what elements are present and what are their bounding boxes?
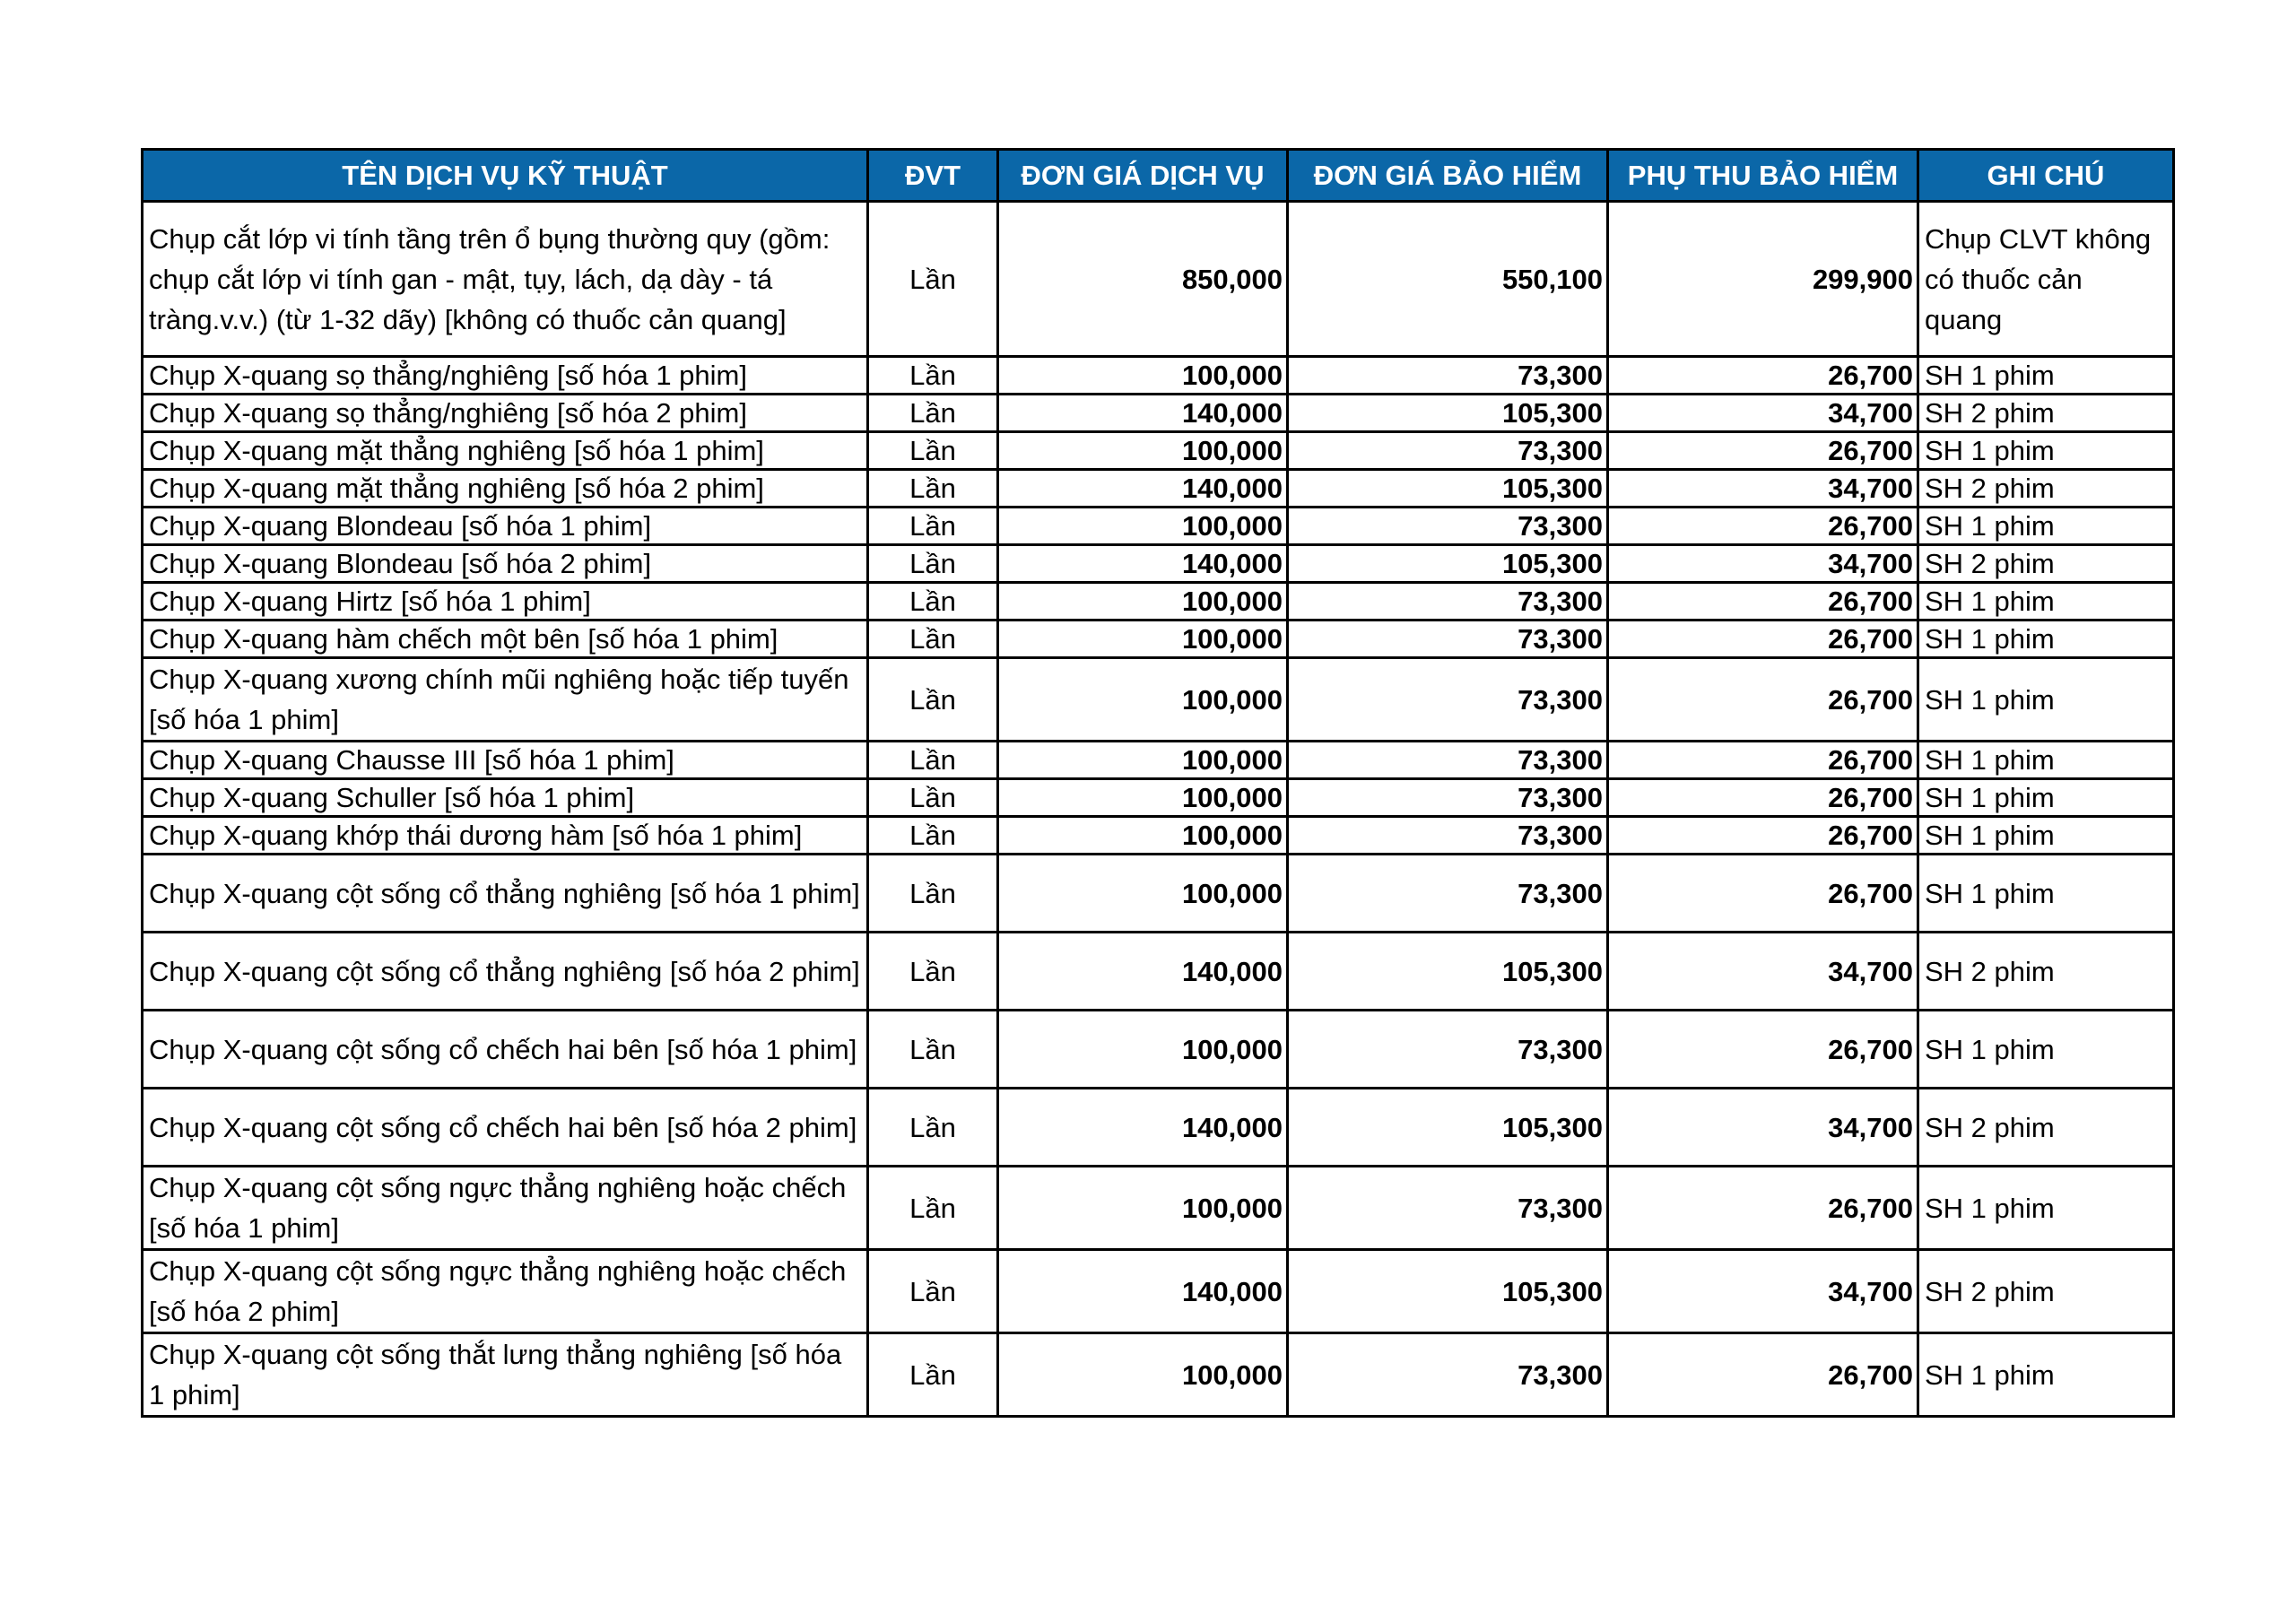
insurance-price-cell: 105,300 — [1288, 1250, 1608, 1333]
header-insurance-price: ĐƠN GIÁ BẢO HIỂM — [1288, 150, 1608, 202]
note-cell: SH 1 phim — [1918, 1011, 2174, 1089]
table-row — [143, 658, 2174, 742]
surcharge-cell: 26,700 — [1608, 432, 1918, 470]
table-row — [143, 395, 2174, 432]
service-name-cell: Chụp X-quang cột sống ngực thẳng nghiêng hoặc chếch [số hóa 1 phim] — [143, 1167, 868, 1250]
service-price-cell: 100,000 — [998, 432, 1288, 470]
note-cell: SH 1 phim — [1918, 658, 2174, 742]
note-cell: SH 1 phim — [1918, 583, 2174, 621]
surcharge-cell: 26,700 — [1608, 779, 1918, 817]
surcharge-cell: 34,700 — [1608, 1089, 1918, 1167]
insurance-price-cell: 73,300 — [1288, 1333, 1608, 1417]
surcharge-cell: 26,700 — [1608, 1333, 1918, 1417]
service-name-cell: Chụp X-quang Hirtz [số hóa 1 phim] — [143, 583, 868, 621]
unit-cell: Lần — [868, 1250, 998, 1333]
insurance-price-cell: 73,300 — [1288, 855, 1608, 933]
insurance-price-cell: 73,300 — [1288, 1011, 1608, 1089]
service-name-cell: Chụp X-quang cột sống cổ chếch hai bên [số hóa 2 phim] — [143, 1089, 868, 1167]
service-price-cell: 140,000 — [998, 395, 1288, 432]
unit-cell: Lần — [868, 202, 998, 357]
unit-cell: Lần — [868, 855, 998, 933]
service-price-cell: 100,000 — [998, 658, 1288, 742]
insurance-price-cell: 73,300 — [1288, 817, 1608, 855]
note-cell: SH 1 phim — [1918, 357, 2174, 395]
note-cell: SH 2 phim — [1918, 545, 2174, 583]
insurance-price-cell: 73,300 — [1288, 621, 1608, 658]
surcharge-cell: 34,700 — [1608, 933, 1918, 1011]
service-name-cell: Chụp X-quang Blondeau [số hóa 1 phim] — [143, 508, 868, 545]
unit-cell: Lần — [868, 933, 998, 1011]
table-row — [143, 1167, 2174, 1250]
unit-cell: Lần — [868, 395, 998, 432]
insurance-price-cell: 105,300 — [1288, 545, 1608, 583]
table-row — [143, 202, 2174, 357]
unit-cell: Lần — [868, 1011, 998, 1089]
unit-cell: Lần — [868, 658, 998, 742]
note-cell: SH 1 phim — [1918, 742, 2174, 779]
table-row — [143, 779, 2174, 817]
service-name-cell: Chụp X-quang Chausse III [số hóa 1 phim] — [143, 742, 868, 779]
service-price-cell: 100,000 — [998, 621, 1288, 658]
unit-cell: Lần — [868, 1167, 998, 1250]
service-name-cell: Chụp X-quang mặt thẳng nghiêng [số hóa 2 phim] — [143, 470, 868, 508]
note-cell: SH 2 phim — [1918, 470, 2174, 508]
surcharge-cell: 26,700 — [1608, 817, 1918, 855]
insurance-price-cell: 105,300 — [1288, 1089, 1608, 1167]
surcharge-cell: 26,700 — [1608, 621, 1918, 658]
header-service-price: ĐƠN GIÁ DỊCH VỤ — [998, 150, 1288, 202]
surcharge-cell: 26,700 — [1608, 658, 1918, 742]
unit-cell: Lần — [868, 742, 998, 779]
service-name-cell: Chụp X-quang sọ thẳng/nghiêng [số hóa 1 phim] — [143, 357, 868, 395]
service-price-cell: 100,000 — [998, 742, 1288, 779]
unit-cell: Lần — [868, 817, 998, 855]
table-row — [143, 1333, 2174, 1417]
surcharge-cell: 26,700 — [1608, 508, 1918, 545]
surcharge-cell: 26,700 — [1608, 1167, 1918, 1250]
note-cell: SH 2 phim — [1918, 395, 2174, 432]
unit-cell: Lần — [868, 545, 998, 583]
service-price-cell: 100,000 — [998, 779, 1288, 817]
insurance-price-cell: 105,300 — [1288, 933, 1608, 1011]
service-price-cell: 100,000 — [998, 855, 1288, 933]
note-cell: SH 1 phim — [1918, 779, 2174, 817]
note-cell: SH 1 phim — [1918, 1167, 2174, 1250]
surcharge-cell: 26,700 — [1608, 1011, 1918, 1089]
note-cell: SH 1 phim — [1918, 817, 2174, 855]
surcharge-cell: 34,700 — [1608, 545, 1918, 583]
note-cell: SH 2 phim — [1918, 933, 2174, 1011]
service-name-cell: Chụp X-quang cột sống cổ thẳng nghiêng [số hóa 2 phim] — [143, 933, 868, 1011]
table-row — [143, 855, 2174, 933]
unit-cell: Lần — [868, 470, 998, 508]
service-price-cell: 140,000 — [998, 470, 1288, 508]
table-row — [143, 357, 2174, 395]
insurance-price-cell: 73,300 — [1288, 742, 1608, 779]
service-price-cell: 100,000 — [998, 1167, 1288, 1250]
insurance-price-cell: 73,300 — [1288, 779, 1608, 817]
insurance-price-cell: 73,300 — [1288, 658, 1608, 742]
price-table — [141, 148, 2175, 1418]
unit-cell: Lần — [868, 779, 998, 817]
table-row — [143, 508, 2174, 545]
insurance-price-cell: 550,100 — [1288, 202, 1608, 357]
surcharge-cell: 26,700 — [1608, 742, 1918, 779]
note-cell: Chụp CLVT không có thuốc cản quang — [1918, 202, 2174, 357]
unit-cell: Lần — [868, 357, 998, 395]
service-price-cell: 850,000 — [998, 202, 1288, 357]
insurance-price-cell: 73,300 — [1288, 357, 1608, 395]
service-name-cell: Chụp X-quang Schuller [số hóa 1 phim] — [143, 779, 868, 817]
service-name-cell: Chụp cắt lớp vi tính tầng trên ổ bụng thường quy (gồm: chụp cắt lớp vi tính gan - mật, tụy, lách, dạ dày - tá tràng.v.v.) (từ 1-32 dãy) [không có thuốc cản quang] — [143, 202, 868, 357]
service-price-cell: 140,000 — [998, 1089, 1288, 1167]
service-price-cell: 100,000 — [998, 1011, 1288, 1089]
service-name-cell: Chụp X-quang khớp thái dương hàm [số hóa 1 phim] — [143, 817, 868, 855]
note-cell: SH 2 phim — [1918, 1250, 2174, 1333]
unit-cell: Lần — [868, 583, 998, 621]
table-row — [143, 583, 2174, 621]
table-row — [143, 1250, 2174, 1333]
service-name-cell: Chụp X-quang cột sống cổ thẳng nghiêng [số hóa 1 phim] — [143, 855, 868, 933]
surcharge-cell: 34,700 — [1608, 1250, 1918, 1333]
header-note: GHI CHÚ — [1918, 150, 2174, 202]
table-row — [143, 432, 2174, 470]
insurance-price-cell: 73,300 — [1288, 508, 1608, 545]
note-cell: SH 2 phim — [1918, 1089, 2174, 1167]
service-price-cell: 140,000 — [998, 1250, 1288, 1333]
unit-cell: Lần — [868, 1333, 998, 1417]
header-insurance-surcharge: PHỤ THU BẢO HIỂM — [1608, 150, 1918, 202]
service-price-cell: 100,000 — [998, 817, 1288, 855]
note-cell: SH 1 phim — [1918, 1333, 2174, 1417]
service-name-cell: Chụp X-quang cột sống cổ chếch hai bên [số hóa 1 phim] — [143, 1011, 868, 1089]
table-row — [143, 470, 2174, 508]
surcharge-cell: 26,700 — [1608, 583, 1918, 621]
service-name-cell: Chụp X-quang cột sống thắt lưng thẳng nghiêng [số hóa 1 phim] — [143, 1333, 868, 1417]
service-price-cell: 100,000 — [998, 508, 1288, 545]
surcharge-cell: 299,900 — [1608, 202, 1918, 357]
unit-cell: Lần — [868, 1089, 998, 1167]
table-row — [143, 1089, 2174, 1167]
price-list-sheet — [141, 148, 2172, 1418]
table-row — [143, 621, 2174, 658]
surcharge-cell: 26,700 — [1608, 855, 1918, 933]
table-header-row — [143, 150, 2174, 202]
service-name-cell: Chụp X-quang sọ thẳng/nghiêng [số hóa 2 phim] — [143, 395, 868, 432]
surcharge-cell: 26,700 — [1608, 357, 1918, 395]
table-row — [143, 1011, 2174, 1089]
table-row — [143, 933, 2174, 1011]
service-price-cell: 140,000 — [998, 545, 1288, 583]
header-service-name: TÊN DỊCH VỤ KỸ THUẬT — [143, 150, 868, 202]
note-cell: SH 1 phim — [1918, 855, 2174, 933]
unit-cell: Lần — [868, 621, 998, 658]
service-name-cell: Chụp X-quang cột sống ngực thẳng nghiêng hoặc chếch [số hóa 2 phim] — [143, 1250, 868, 1333]
table-row — [143, 742, 2174, 779]
insurance-price-cell: 105,300 — [1288, 395, 1608, 432]
note-cell: SH 1 phim — [1918, 508, 2174, 545]
service-name-cell: Chụp X-quang hàm chếch một bên [số hóa 1 phim] — [143, 621, 868, 658]
service-price-cell: 140,000 — [998, 933, 1288, 1011]
header-unit: ĐVT — [868, 150, 998, 202]
service-price-cell: 100,000 — [998, 1333, 1288, 1417]
service-name-cell: Chụp X-quang mặt thẳng nghiêng [số hóa 1 phim] — [143, 432, 868, 470]
unit-cell: Lần — [868, 508, 998, 545]
service-price-cell: 100,000 — [998, 583, 1288, 621]
table-row — [143, 545, 2174, 583]
insurance-price-cell: 73,300 — [1288, 583, 1608, 621]
insurance-price-cell: 105,300 — [1288, 470, 1608, 508]
unit-cell: Lần — [868, 432, 998, 470]
insurance-price-cell: 73,300 — [1288, 432, 1608, 470]
table-row — [143, 817, 2174, 855]
surcharge-cell: 34,700 — [1608, 395, 1918, 432]
service-price-cell: 100,000 — [998, 357, 1288, 395]
service-name-cell: Chụp X-quang Blondeau [số hóa 2 phim] — [143, 545, 868, 583]
note-cell: SH 1 phim — [1918, 621, 2174, 658]
service-name-cell: Chụp X-quang xương chính mũi nghiêng hoặc tiếp tuyến [số hóa 1 phim] — [143, 658, 868, 742]
insurance-price-cell: 73,300 — [1288, 1167, 1608, 1250]
note-cell: SH 1 phim — [1918, 432, 2174, 470]
surcharge-cell: 34,700 — [1608, 470, 1918, 508]
